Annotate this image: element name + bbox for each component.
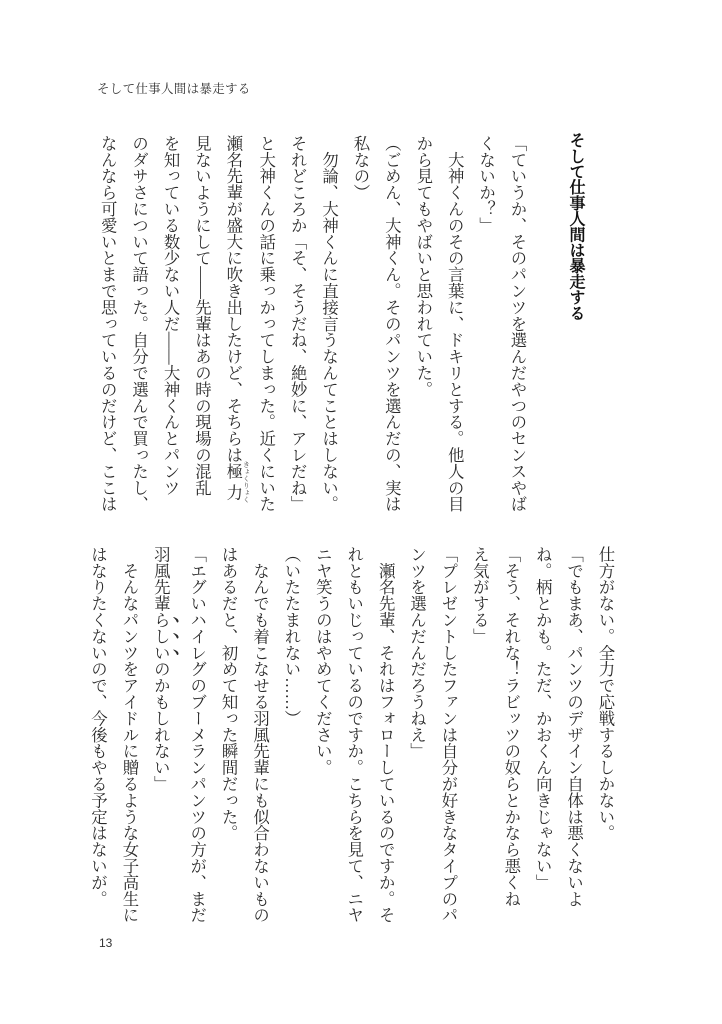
text-line: ね。柄とかも。ただ、かおくん向きじゃない」 — [533, 546, 553, 891]
text-line: はなりたくないので、今後もやる予定はないが。 — [88, 546, 108, 907]
text-line: なんでも着こなせる羽風先輩にも似合わないもの — [250, 546, 270, 924]
chapter-heading: そして仕事人間は暴走する — [567, 132, 584, 321]
text-line: ニヤ笑うのはやめてください。 — [313, 546, 333, 776]
text-line: 「そう、それな！ラビッツの奴らとかなら悪くね — [501, 546, 521, 907]
ruby-word — [223, 460, 251, 503]
text-line: そんなパンツをアイドルに贈るような女子高生に — [119, 546, 139, 924]
body-text-lower — [87, 546, 621, 924]
page-number: 13 — [99, 936, 113, 950]
text-line: 仕方がない。全力で応戦するしかない。 — [596, 546, 615, 842]
text-line: 「でもまあ、パンツのデザイン自体は悪くないよ — [564, 546, 584, 907]
text-line: れともいじっているのですか。こちらを見て、ニヤ — [344, 546, 364, 924]
ruby-reading: きょくりょく — [242, 460, 251, 503]
text-line-with-ruby — [217, 135, 250, 520]
text-line: 瀬名先輩、それはフォローしているのですか。そ — [376, 546, 396, 924]
text-line: から見てもやばいと思われていた。 — [413, 135, 433, 398]
text-line: 私なの） — [350, 135, 370, 201]
text-line: 「プレゼントしたファンは自分が好きなタイプのパ — [438, 546, 458, 924]
text-line: 「ていうか、そのパンツを選んだやつのセンスやば — [508, 135, 527, 513]
text-line: くないか？」 — [476, 135, 496, 234]
text-segment: のかもしれない」 — [151, 660, 171, 793]
text-line: （いたたまれない……） — [281, 546, 301, 727]
text-line: 「エグいハイレグのブーメランパンツの方が、まだ — [187, 546, 207, 924]
text-line: （ごめん、大神くん。そのパンツを選んだの、実は — [382, 135, 402, 513]
text-line: ンツを選んだんだろうねえ」 — [407, 546, 427, 760]
text-segment: 瀬名先輩が盛大に吹き出したけど、そちらは — [223, 135, 243, 463]
text-line: え気がする」 — [470, 546, 490, 645]
text-line: なんなら可愛いとまで思っているのだけど、ここは — [98, 135, 118, 513]
text-line-with-emphasis — [145, 546, 181, 921]
emphasized-text: らしい — [151, 611, 171, 661]
text-segment: 羽風先輩 — [151, 546, 171, 612]
text-line: と大神くんの話に乗っかってしまった。近くにいた — [256, 135, 276, 513]
text-line: それどころか「そ、そうだね、絶妙に、アレだね」 — [288, 135, 308, 513]
running-head: そして仕事人間は暴走する — [97, 82, 251, 96]
ruby-base: 極力 — [223, 460, 243, 503]
body-text-upper — [93, 135, 533, 520]
text-line: 勿論、大神くんに直接言うなんてことはしない。 — [319, 135, 339, 513]
text-line: を知っている数少ない人だ――大神くんとパンツ — [161, 135, 181, 496]
text-line: 大神くんのその言葉に、ドキリとする。他人の目 — [445, 135, 465, 513]
text-line: はあるだと、初めて知った瞬間だった。 — [219, 546, 239, 842]
text-line: のダサさについて語った。自分で選んで買ったし、 — [129, 135, 149, 513]
text-line: 見ないようにして――先輩はあの時の現場の混乱 — [192, 135, 212, 496]
